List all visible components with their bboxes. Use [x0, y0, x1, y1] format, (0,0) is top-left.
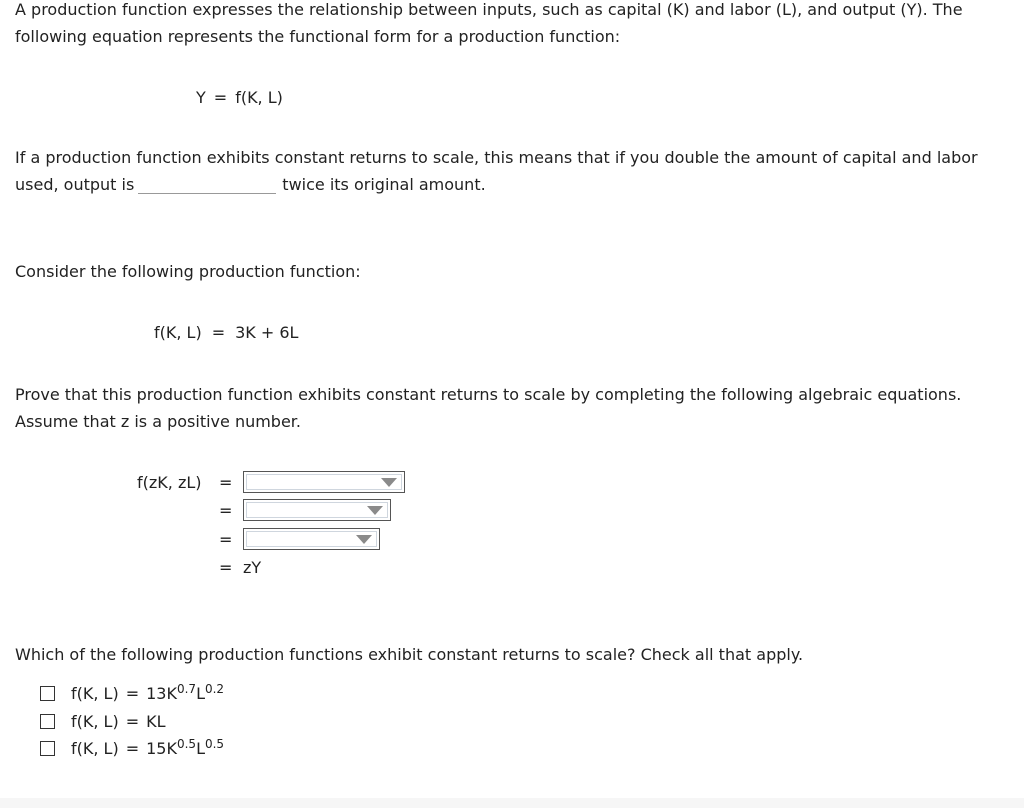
- eq2-rhs: 3K + 6L: [235, 323, 299, 342]
- option-1-checkbox[interactable]: [40, 686, 55, 701]
- prove-line-1: Prove that this production function exhibits constant returns to scale by completing the following algebraic equations.: [15, 385, 962, 404]
- consider-text: Consider the following production function:: [15, 262, 361, 281]
- equation-y-f: [196, 88, 283, 107]
- bottom-bar: [0, 798, 1024, 808]
- option-row[interactable]: [40, 683, 224, 703]
- eq2-lhs: f(K, L): [154, 323, 202, 342]
- intro-line-1: A production function expresses the relationship between inputs, such as capital (K) and labor (L), and output (Y). The: [15, 0, 963, 19]
- chevron-down-icon: [367, 506, 383, 515]
- option-row[interactable]: [40, 711, 166, 731]
- algebra-equals-1: =: [219, 473, 233, 492]
- algebra-dropdown-2[interactable]: [243, 499, 391, 521]
- option-row[interactable]: [40, 738, 224, 758]
- output-blank-input[interactable]: [138, 175, 276, 194]
- crs-line-2: [15, 171, 978, 198]
- algebra-final: zY: [243, 558, 262, 577]
- equation-production-function: [154, 323, 298, 342]
- chevron-down-icon: [381, 478, 397, 487]
- intro-line-2: following equation represents the functional form for a production function:: [15, 27, 621, 46]
- eq2-equals: =: [211, 323, 226, 342]
- option-2-label: f(K, L) = KL: [71, 711, 166, 731]
- chevron-down-icon: [356, 535, 372, 544]
- option-2-checkbox[interactable]: [40, 714, 55, 729]
- crs-post-blank: twice its original amount.: [282, 175, 486, 194]
- eq1-equals: =: [213, 88, 228, 107]
- algebra-dropdown-3[interactable]: [243, 528, 380, 550]
- algebra-equals-3: =: [219, 530, 233, 549]
- crs-line-1: If a production function exhibits constant returns to scale, this means that if you double the amount of capital and labor: [15, 148, 978, 167]
- prove-paragraph: [15, 381, 961, 435]
- dropdown-1-field: [246, 474, 402, 490]
- crs-paragraph: [15, 144, 978, 198]
- algebra-equals-2: =: [219, 501, 233, 520]
- option-3-label: f(K, $L) = 15K^{0.5}L^{0.5}$: [71, 736, 225, 758]
- intro-paragraph: [15, 0, 963, 50]
- option-3-checkbox[interactable]: [40, 741, 55, 756]
- algebra-dropdown-1[interactable]: [243, 471, 405, 493]
- algebra-lhs: f(zK, zL): [137, 473, 202, 492]
- option-1-label: f(K, $L) = 13K^{0.7}L^{0.2}$: [71, 681, 225, 703]
- eq1-lhs: Y: [196, 88, 206, 107]
- prove-line-2: Assume that z is a positive number.: [15, 412, 301, 431]
- algebra-equals-4: =: [219, 558, 233, 577]
- eq1-rhs: f(K, L): [235, 88, 283, 107]
- crs-pre-blank: used, output is: [15, 175, 135, 194]
- question-text: Which of the following production functions exhibit constant returns to scale? Check all that apply.: [15, 645, 804, 664]
